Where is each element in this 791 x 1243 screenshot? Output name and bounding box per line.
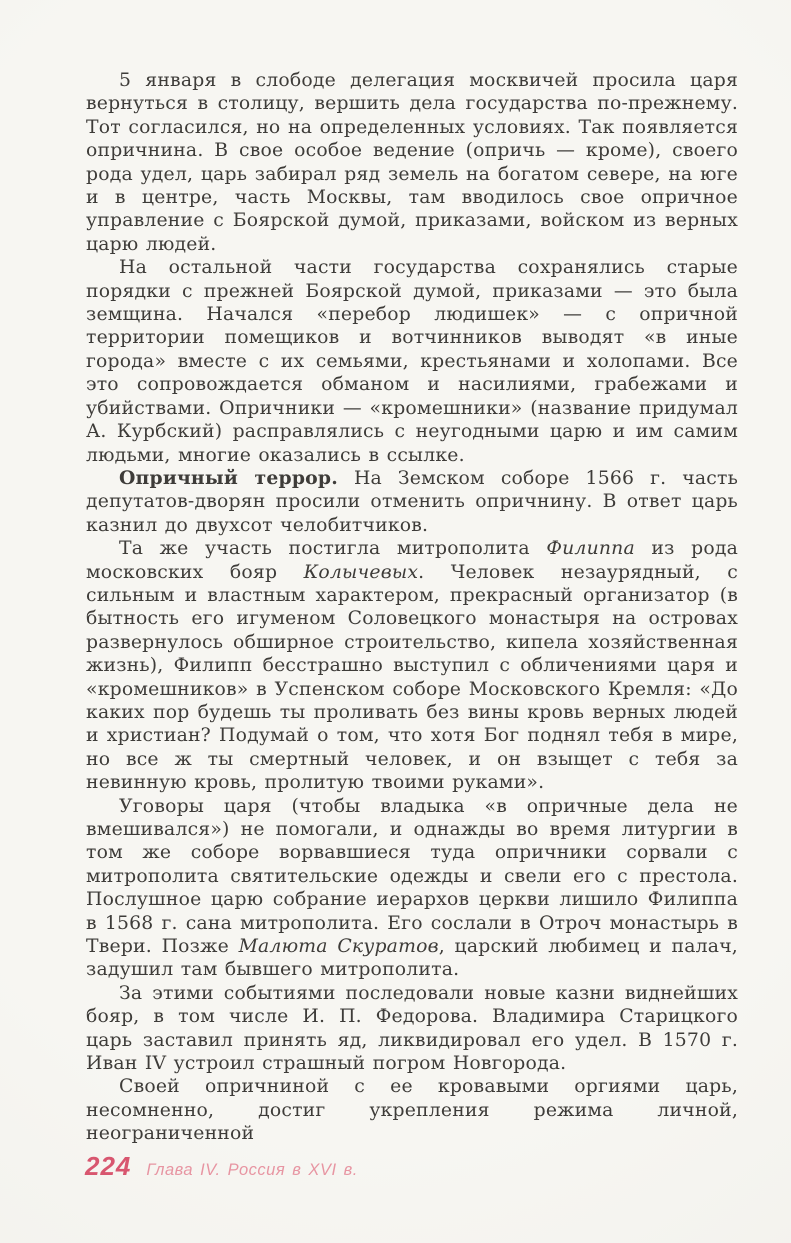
paragraph-segment: из рода московских бояр <box>86 538 739 583</box>
chapter-caption: Глава IV. Россия в XVI в. <box>146 1161 358 1179</box>
paragraph-segment: Уговоры царя (чтобы владыка «в опричные дела не вмешивался») не помогали, и однажды во время литургии в том же соборе ворвавшиеся туда опричники сорвали с митрополита святительские одежды и свели его с престола. Послушное царю собрание иерархов церкви лишило Филиппа в 1568 г. сана митрополита. Его сослали в Отроч монастырь в Твери. Позже <box>86 795 738 958</box>
body-paragraph <box>86 256 738 467</box>
paragraph-segment: На остальной части государства сохранялись старые порядки с прежней Боярской думой, приказами — это была земщина. Начался «перебор людишек» — с опричной территории помещиков и вотчинников выводят «в иные города» вместе с их семьями, крестьянами и холопами. Все это сопровождается обманом и насилиями, грабежами и убийствами. Опричники — «кромешники» (название придумал А. Курбский) расправлялись с неугодными царю и им самим людьми, многие оказались в ссылке. <box>86 257 738 466</box>
paragraph-segment: Та же участь постигла митрополита <box>119 538 547 560</box>
paragraph-segment: . Человек незаурядный, с сильным и властным характером, прекрасный организатор (в бытность его игуменом Соловецкого монастыря на островах развернулось обширное строительство, кипела хозяйственная жизнь), Филипп бесстрашно выступил с обличениями царя и «кромешников» в Успенском соборе Московского Кремля: «До каких пор будешь ты проливать без вины кровь верных людей и христиан? Подумай о том, что хотя Бог поднял тебя в мире, но все ж ты смертный человек, и он взыщет с тебя за невинную кровь, пролитую твоими руками». <box>86 561 739 794</box>
section-heading-bold: Опричный террор. <box>119 466 338 489</box>
paragraph-segment: 5 января в слободе делегация москвичей просила царя вернуться в столицу, вершить дела государства по-прежнему. Тот согласился, но на определенных условиях. Так появляется опричнина. В свое особое ведение (опричь — кроме), своего рода удел, царь забирал ряд земель на богатом севере, на юге и в центре, часть Москвы, там вводилось свое опричное управление с Боярской думой, приказами, войском из верных царю людей. <box>86 70 738 255</box>
paragraph-segment: Своей опричниной с ее кровавыми оргиями царь, несомненно, достиг укрепления режима личной, неограниченной <box>86 1076 738 1145</box>
page-footer <box>85 1151 358 1182</box>
paragraph-segment: На Земском соборе 1566 г. часть депутатов-дворян просили отменить опричнину. В ответ царь казнил до двухсот челобитчиков. <box>86 467 738 536</box>
paragraph-segment: , царский любимец и палач, задушил там бывшего митрополита. <box>86 936 738 981</box>
name-italic: Филиппа <box>546 538 635 560</box>
name-italic: Малюта Скуратов <box>238 936 439 958</box>
body-paragraph <box>86 1075 738 1145</box>
page-number: 224 <box>85 1151 132 1181</box>
body-paragraph <box>86 467 738 537</box>
paragraph-segment: За этими событиями последовали новые казни виднейших бояр, в том числе И. П. Федорова. Владимира Старицкого царь заставил принять яд, ликвидировал его удел. В 1570 г. Иван IV устроил страшный погром Новгорода. <box>86 982 738 1075</box>
name-italic: Колычевых <box>303 561 419 583</box>
body-paragraph <box>86 982 738 1076</box>
body-text <box>86 69 738 1146</box>
body-paragraph <box>86 69 738 256</box>
body-paragraph <box>86 537 738 794</box>
body-paragraph <box>86 795 738 982</box>
